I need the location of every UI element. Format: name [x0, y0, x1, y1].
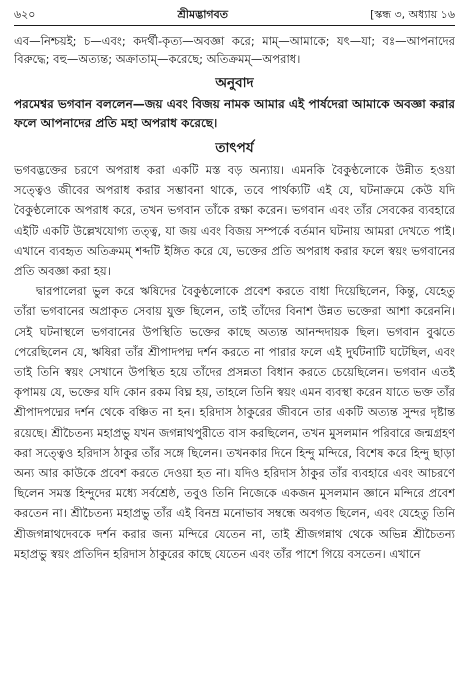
purport-paragraph: দ্বারপালেরা ভুল করে ঋষিদের বৈকুণ্ঠলোকে প্রবেশ করতে বাধা দিয়েছিলেন, কিন্তু, যেহেতু তাঁরা ভগবানের অপ্রাকৃত সেবায় যুক্ত ছিলেন, তাই তাঁদের বিনাশ উন্নত ভক্তেরা আশা করেননি। সেই ঘটনাস্থলে ভগবানের উপস্থিতি ভক্তের কাছে অত্যন্ত আনন্দদায়ক ছিল। ভগবান বুঝতে পেরেছিলেন যে, ঋষিরা তাঁর শ্রীপাদপদ্ম দর্শন করতে না পারার ফলে এই দুর্ঘটনাটি ঘটেছিল, এবং তাই তিনি স্বয়ং সেখানে উপস্থিত হয়ে তাঁদের প্রসন্নতা বিধান করতে চেয়েছিলেন। ভগবান এতই কৃপাময় যে, ভক্তের যদি কোন রকম বিঘ্ন হয়, তাহলে তিনি স্বয়ং এমন ব্যবস্থা করেন যাতে ভক্ত তাঁর শ্রীপাদপদ্মের দর্শন থেকে বঞ্চিত না হন। হরিদাস ঠাকুরের জীবনে তার একটি অত্যন্ত সুন্দর দৃষ্টান্ত রয়েছে। শ্রীচৈতন্য মহাপ্রভু যখন জগন্নাথপুরীতে বাস করছিলেন, তখন মুসলমান পরিবারে জন্মগ্রহণ করা সত্ত্বেও হরিদাস ঠাকুর তাঁর সঙ্গে ছিলেন। তখনকার দিনে হিন্দু মন্দিরে, বিশেষ করে হিন্দু ছাড়া অন্য আর কাউকে প্রবেশ করতে দেওয়া হত না। যদিও হরিদাস ঠাকুর তাঁর ব্যবহারে এবং আচরণে ছিলেন সমস্ত হিন্দুদের মধ্যে সর্বশ্রেষ্ঠ, তবুও তিনি নিজেকে একজন মুসলমান জ্ঞানে মন্দিরে প্রবেশ করতেন না। শ্রীচৈতন্য মহাপ্রভু তাঁর এই বিনম্র মনোভাব সম্বন্ধে অবগত ছিলেন, এবং যেহেতু তিনি শ্রীজগন্নাথদেবকে দর্শন করার জন্য মন্দিরে যেতেন না, তাই শ্রীজগন্নাথ থেকে অভিন্ন শ্রীচৈতন্য মহাপ্রভু স্বয়ং প্রতিদিন হরিদাস ঠাকুরের কাছে যেতেন এবং তাঁর পাশে গিয়ে বসতেন। এখানে — [14, 284, 455, 561]
running-header — [14, 6, 455, 22]
purport-paragraph: ভগবদ্ভক্তের চরণে অপরাধ করা একটি মস্ত বড় অন্যায়। এমনকি বৈকুণ্ঠলোকে উন্নীত হওয়া সত্ত্বেও জীবের অপরাধ করার সম্ভাবনা থাকে, তবে পার্থক্যটি এই যে, ঘটনাক্রমে কেউ যদি বৈকুণ্ঠলোকে অপরাধ করে, তখন ভগবান তাঁকে রক্ষা করেন। ভগবান এবং তাঁর সেবকের ব্যবহারে এইটি একটি উল্লেখযোগ্য তত্ত্ব, যা জয় এবং বিজয় সম্পর্কে বর্তমান ঘটনায় আমরা দেখতে পাই। এখানে ব্যবহৃত অতিক্রমম্ শব্দটি ইঙ্গিত করে যে, ভক্তের প্রতি অপরাধ করার ফলে স্বয়ং ভগবানের প্রতি অবজ্ঞা করা হয়। — [14, 163, 455, 279]
header-rule — [14, 25, 455, 26]
translation-heading: অনুবাদ — [215, 75, 254, 91]
word-for-word-synonyms: এব—নিশ্চয়ই; চ—এবং; কদর্থী-কৃত্য—অবজ্ঞা করে; মাম্—আমাকে; যৎ—যা; বঃ—আপনাদের বিরুদ্ধে; বহু—অত্যন্ত; অক্রাতাম্—করেছে; অতিক্রমম্—অপরাধ। — [14, 34, 455, 66]
page-number: ৬২০ — [14, 8, 36, 21]
book-page — [14, 6, 455, 690]
book-title: শ্রীমদ্ভাগবত — [177, 8, 228, 21]
purport-heading: তাৎপর্য — [215, 140, 254, 156]
translation-text: পরমেশ্বর ভগবান বললেন—জয় এবং বিজয় নামক আমার এই পার্ষদেরা আমাকে অবজ্ঞা করার ফলে আপনাদের প্রতি মহা অপরাধ করেছে। — [14, 97, 455, 130]
purport-body — [14, 160, 455, 564]
chapter-reference: [স্কন্ধ ৩, অধ্যায় ১৬ — [370, 8, 455, 21]
